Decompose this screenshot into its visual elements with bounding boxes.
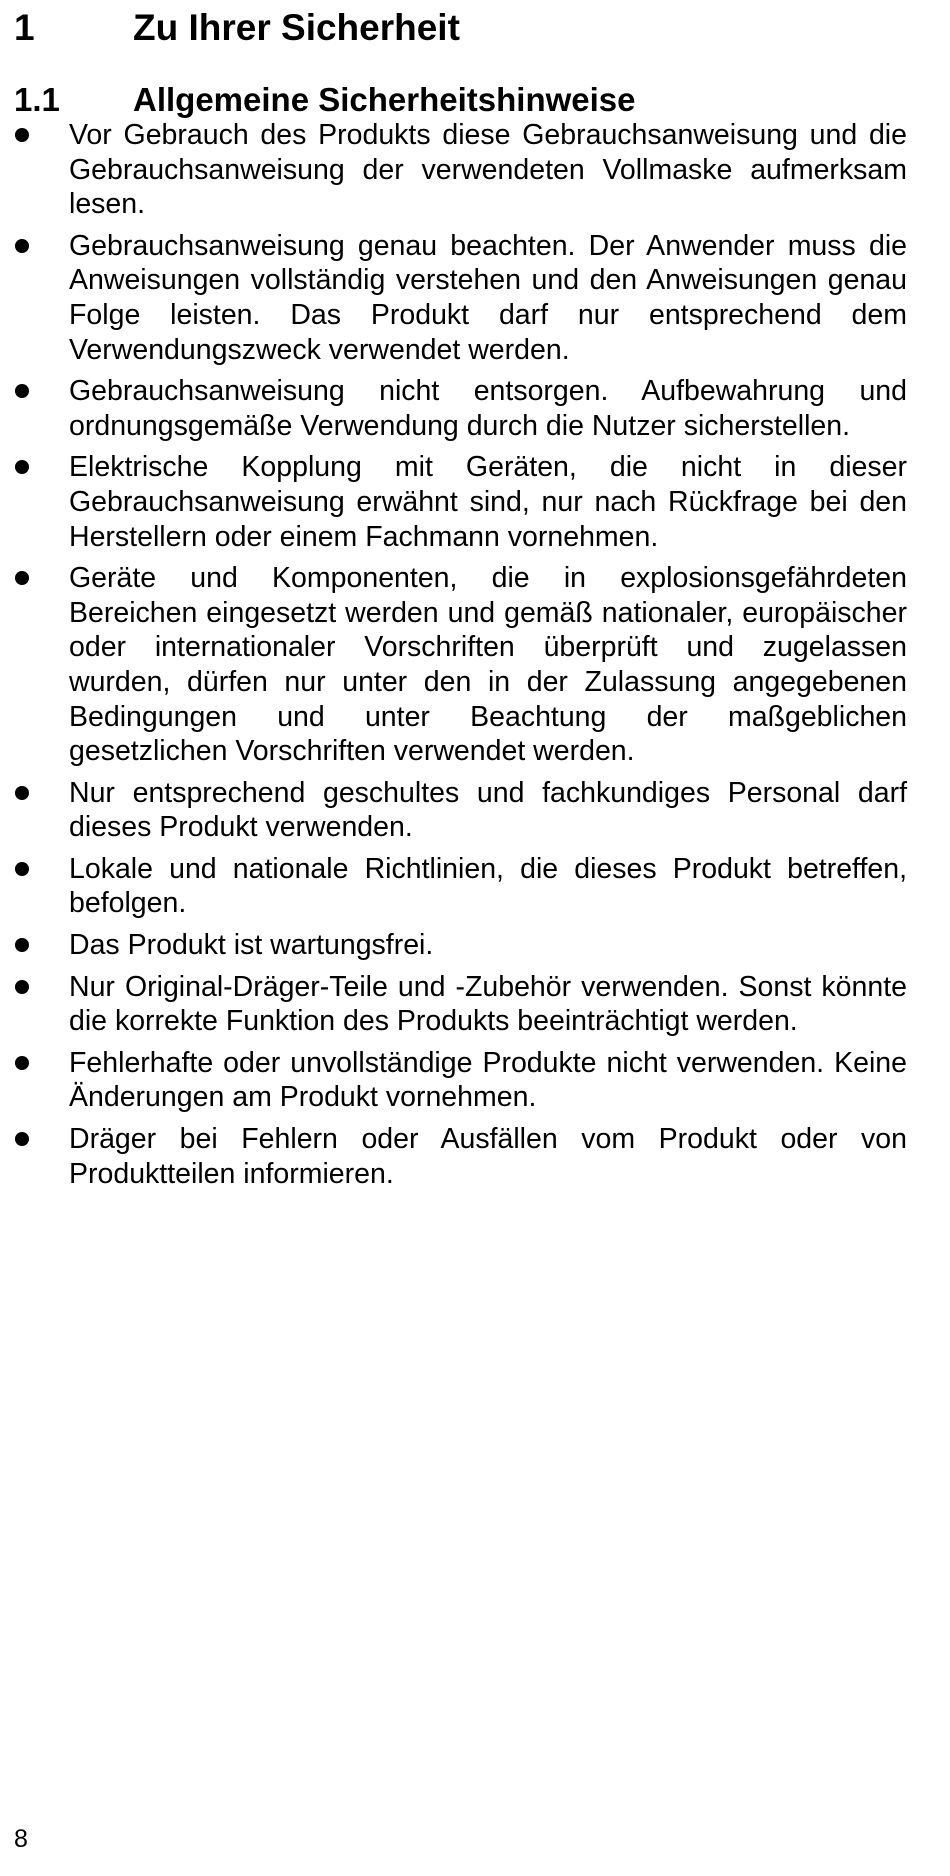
bullet-dot-icon [15,384,29,398]
list-item [0,970,907,1039]
list-item [0,1046,907,1115]
bullet-dot-icon [15,786,29,800]
bullet-dot-icon [15,460,29,474]
list-item-text: Nur entsprechend geschultes und fachkundiges Personal darf dieses Produkt verwenden. [69,776,907,844]
bullet-dot-icon [15,128,29,142]
list-item [0,852,907,921]
bullet-dot-icon [15,938,29,952]
list-item-text: Fehlerhafte oder unvollständige Produkte nicht verwenden. Keine Änderungen am Produkt vornehmen. [69,1046,907,1114]
bullet-dot-icon [15,980,29,994]
bullet-dot-icon [15,571,29,585]
list-item [0,450,907,554]
list-item-text: Gebrauchsanweisung genau beachten. Der Anwender muss die Anweisungen vollständig verstehen und den Anweisungen genau Folge leisten. Das Produkt darf nur entsprechend dem Verwendungszweck verwendet werden. [69,229,907,366]
bullet-dot-icon [15,1132,29,1146]
list-item [0,374,907,443]
section-number: 1.1 [14,81,60,118]
page-number: 8 [14,1825,28,1853]
list-item [0,118,907,222]
list-item-text: Nur Original-Dräger-Teile und -Zubehör verwenden. Sonst könnte die korrekte Funktion des Produkts beeinträchtigt werden. [69,970,907,1038]
bullet-dot-icon [15,862,29,876]
chapter-heading [14,4,460,52]
list-item [0,928,907,963]
list-item-text: Geräte und Komponenten, die in explosionsgefährdeten Bereichen eingesetzt werden und gemäß nationaler, europäischer oder internationaler Vorschriften überprüft und zugelassen wurden, dürfen nur unter den in der Zulassung angegebenen Bedingungen und unter Beachtung der maßgeblichen gesetzlichen Vorschriften verwendet werden. [69,562,907,768]
list-item-text: Elektrische Kopplung mit Geräten, die nicht in dieser Gebrauchsanweisung erwähnt sind, nur nach Rückfrage bei den Herstellern oder einem Fachmann vornehmen. [69,451,907,553]
list-item [0,561,907,769]
list-item-text: Lokale und nationale Richtlinien, die dieses Produkt betreffen, befolgen. [69,852,907,920]
bullet-dot-icon [15,239,29,253]
chapter-number: 1 [14,7,35,48]
safety-instructions-list [0,118,907,1198]
section-title: Allgemeine Sicherheitshinweise [133,81,636,118]
section-heading [14,78,636,122]
list-item-text: Gebrauchsanweisung nicht entsorgen. Aufbewahrung und ordnungsgemäße Verwendung durch die Nutzer sicherstellen. [69,375,907,442]
list-item [0,1122,907,1191]
list-item [0,229,907,367]
list-item-text: Das Produkt ist wartungsfrei. [69,929,434,962]
bullet-dot-icon [15,1056,29,1070]
list-item-text: Dräger bei Fehlern oder Ausfällen vom Produkt oder von Produktteilen informieren. [69,1123,907,1190]
list-item-text: Vor Gebrauch des Produkts diese Gebrauchsanweisung und die Gebrauchsanweisung der verwendeten Vollmaske aufmerksam lesen. [69,119,907,221]
list-item [0,776,907,845]
chapter-title: Zu Ihrer Sicherheit [133,7,460,48]
